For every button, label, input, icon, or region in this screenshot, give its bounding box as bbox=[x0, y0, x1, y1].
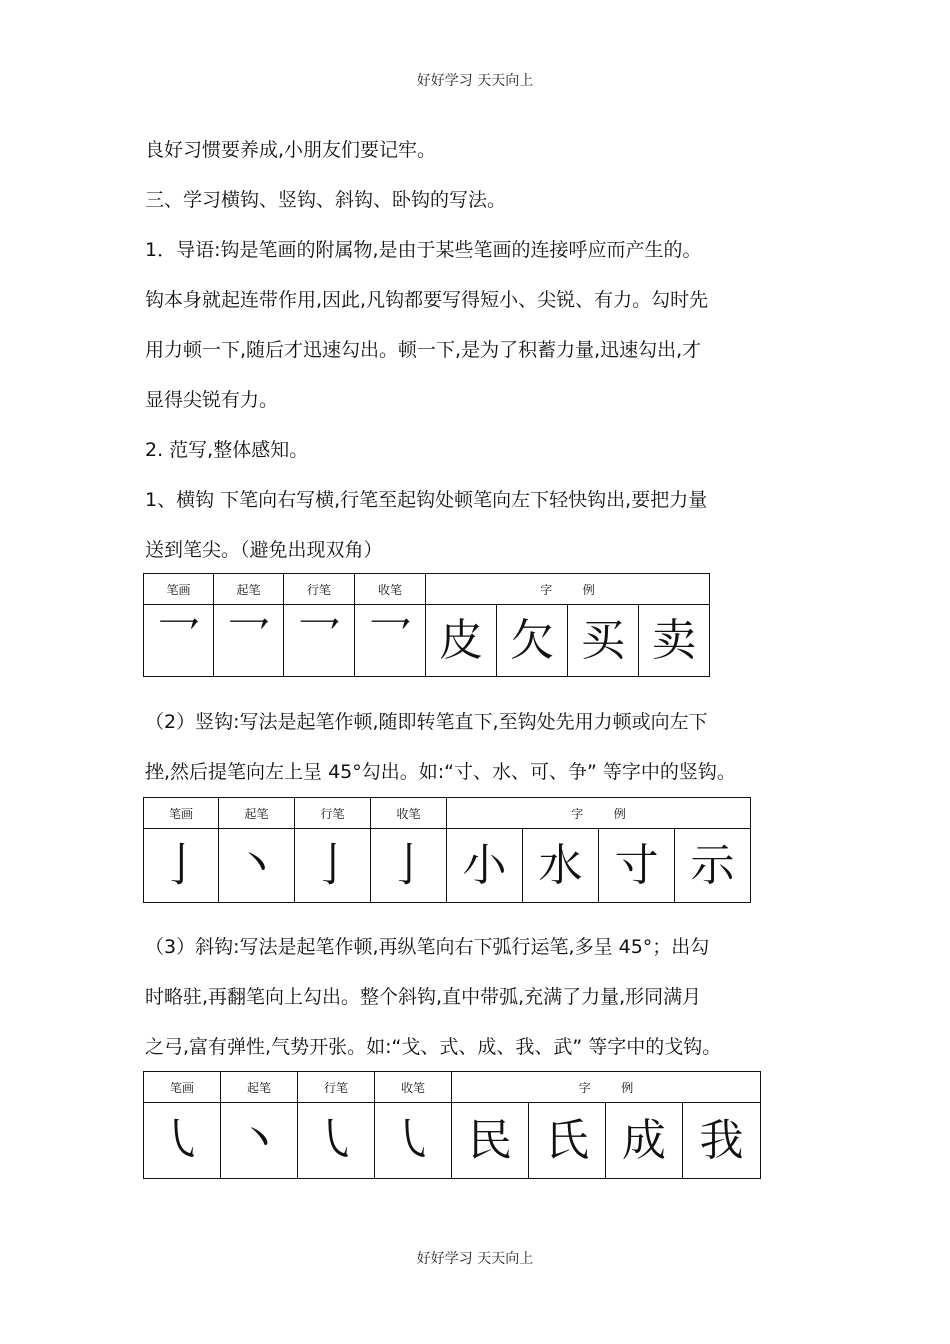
header-middle: 行笔 bbox=[284, 574, 355, 605]
example-character: 氏 bbox=[545, 1114, 589, 1166]
paragraph-line: 显得尖锐有力。 bbox=[145, 389, 279, 411]
paragraph-line: 之弓,富有弹性,气势开张。如:“戈、式、成、我、武” 等字中的戈钩。 bbox=[145, 1036, 722, 1058]
stroke-sample: 亅 bbox=[159, 838, 203, 892]
section-heading: 三、学习横钩、竖钩、斜钩、卧钩的写法。 bbox=[145, 189, 507, 211]
stroke-middle-sample: 乛 bbox=[297, 613, 341, 667]
stroke-end-sample: ㇂ bbox=[391, 1113, 435, 1167]
stroke-end-sample: 亅 bbox=[386, 838, 431, 892]
paragraph-line: 1．导语:钩是笔画的附属物,是由于某些笔画的连接呼应而产生的。 bbox=[145, 239, 702, 261]
example-character: 皮 bbox=[439, 614, 483, 666]
paragraph-line: 良好习惯要养成,小朋友们要记牢。 bbox=[145, 139, 437, 161]
header-middle: 行笔 bbox=[298, 1072, 375, 1103]
stroke-start-sample: 丶 bbox=[237, 1113, 281, 1167]
header-examples: 字 例 bbox=[426, 574, 710, 605]
header-start: 起笔 bbox=[221, 1072, 298, 1103]
paragraph-line: （2）竖钩:写法是起笔作顿,随即转笔直下,至钩处先用力顿或向左下 bbox=[145, 711, 708, 733]
stroke-start-sample: 丶 bbox=[234, 838, 279, 892]
header-examples: 字 例 bbox=[452, 1072, 761, 1103]
header-end: 收笔 bbox=[371, 798, 447, 829]
header-examples: 字 例 bbox=[447, 798, 751, 829]
stroke-table-xiegou bbox=[143, 1071, 761, 1179]
paragraph-line: 2. 范写,整体感知。 bbox=[145, 439, 309, 461]
header-stroke: 笔画 bbox=[144, 798, 219, 829]
paragraph-line: 挫,然后提笔向左上呈 45°勾出。如:“寸、水、可、争” 等字中的竖钩。 bbox=[145, 761, 736, 783]
stroke-sample: 乛 bbox=[156, 613, 201, 667]
paragraph-line: 送到笔尖。（避免出现双角） bbox=[145, 539, 383, 561]
stroke-middle-sample: 亅 bbox=[310, 838, 355, 892]
header-start: 起笔 bbox=[219, 798, 295, 829]
example-character: 我 bbox=[699, 1114, 744, 1166]
page-footer: 好好学习 天天向上 bbox=[416, 1251, 534, 1267]
stroke-end-sample: 乛 bbox=[368, 613, 412, 667]
page-header: 好好学习 天天向上 bbox=[416, 73, 534, 89]
paragraph-line: 时略驻,再翻笔向上勾出。整个斜钩,直中带弧,充满了力量,形同满月 bbox=[145, 986, 702, 1008]
example-character: 成 bbox=[622, 1114, 666, 1166]
example-character: 寸 bbox=[614, 839, 659, 891]
paragraph-line: 1、横钩 下笔向右写横,行笔至起钩处顿笔向左下轻快钩出,要把力量 bbox=[145, 489, 708, 511]
example-character: 小 bbox=[462, 839, 507, 891]
example-character: 示 bbox=[690, 839, 735, 891]
example-character: 欠 bbox=[510, 614, 554, 666]
example-character: 卖 bbox=[652, 614, 697, 666]
header-end: 收笔 bbox=[355, 574, 426, 605]
paragraph-line: （3）斜钩:写法是起笔作顿,再纵笔向右下弧行运笔,多呈 45°；出勾 bbox=[145, 936, 710, 958]
example-character: 民 bbox=[468, 1114, 512, 1166]
stroke-table-shugou bbox=[143, 797, 751, 903]
header-middle: 行笔 bbox=[295, 798, 371, 829]
example-character: 水 bbox=[538, 839, 583, 891]
header-start: 起笔 bbox=[214, 574, 284, 605]
example-character: 买 bbox=[581, 614, 625, 666]
paragraph-line: 钩本身就起连带作用,因此,凡钩都要写得短小、尖锐、有力。勾时先 bbox=[145, 289, 709, 311]
stroke-table-henggou bbox=[143, 573, 710, 677]
stroke-sample: ㇂ bbox=[160, 1113, 204, 1167]
header-end: 收笔 bbox=[375, 1072, 452, 1103]
header-stroke: 笔画 bbox=[144, 1072, 221, 1103]
paragraph-line: 用力顿一下,随后才迅速勾出。顿一下,是为了积蓄力量,迅速勾出,才 bbox=[145, 339, 702, 361]
stroke-middle-sample: ㇂ bbox=[314, 1113, 358, 1167]
header-stroke: 笔画 bbox=[144, 574, 214, 605]
stroke-start-sample: 乛 bbox=[226, 613, 271, 667]
